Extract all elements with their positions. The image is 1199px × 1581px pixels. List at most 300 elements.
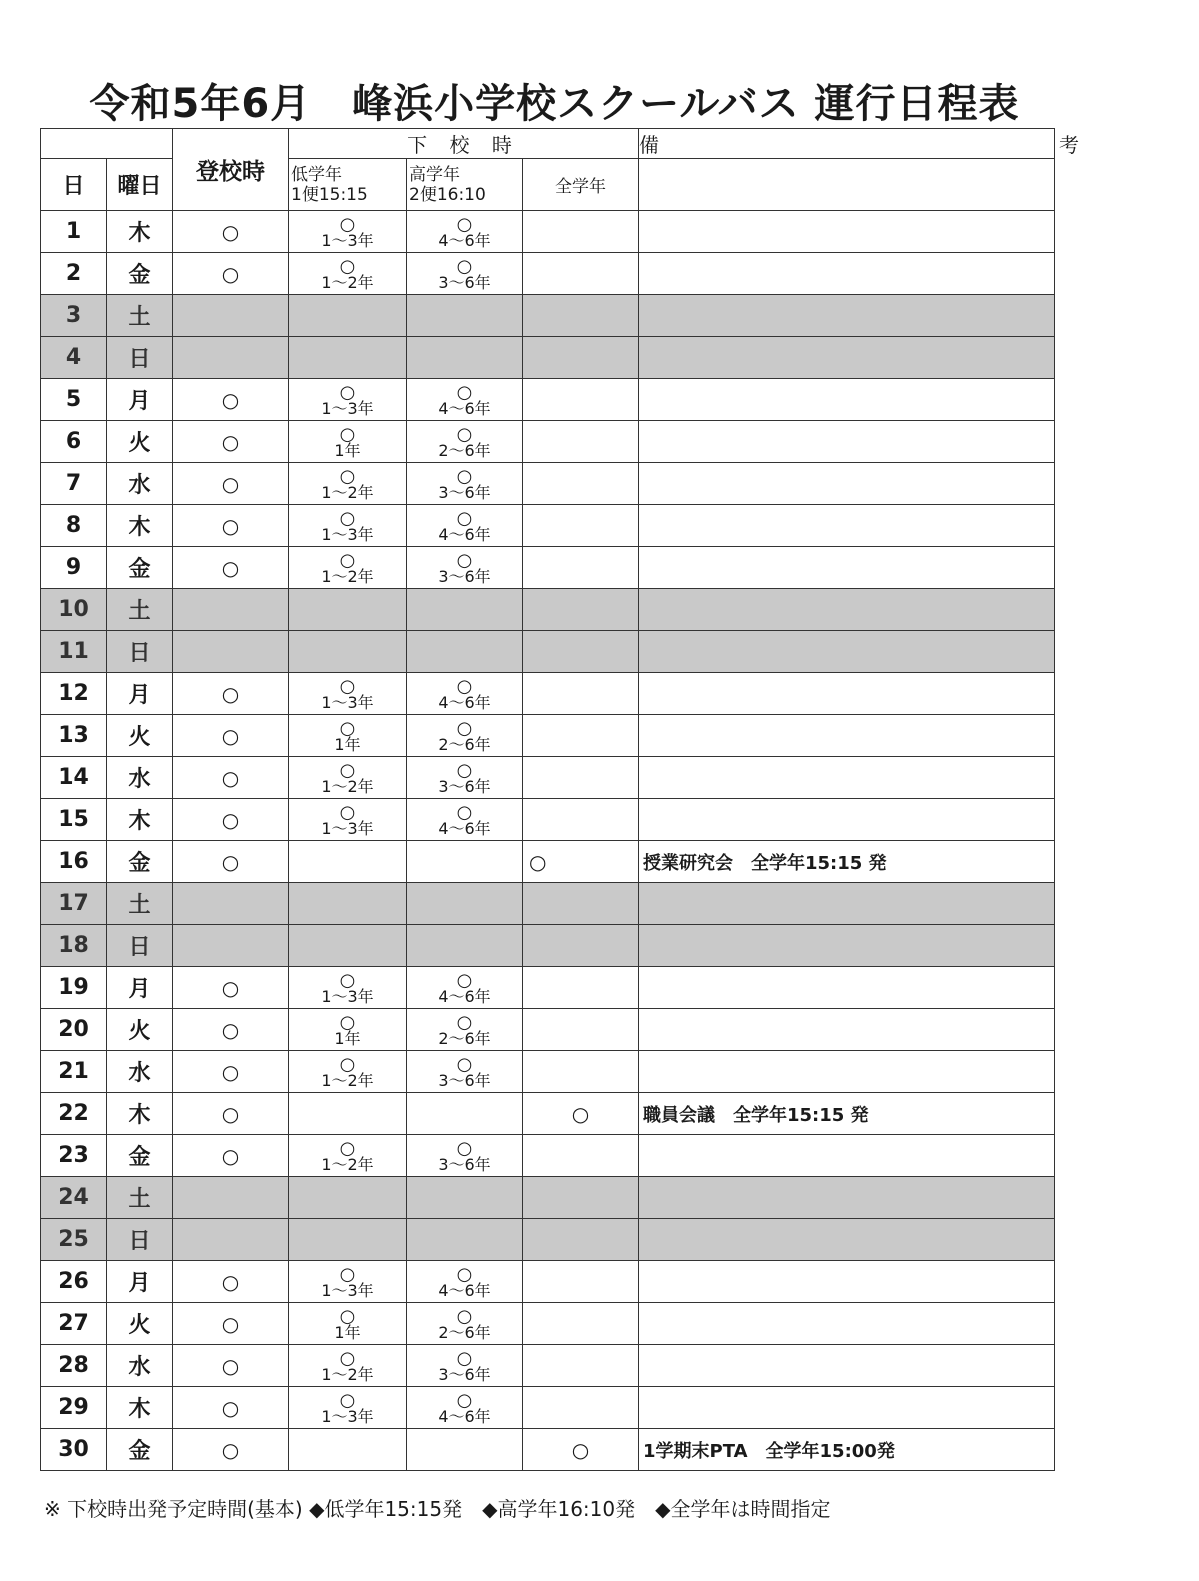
day-cell: 24 (41, 1177, 107, 1219)
arrival-cell: ○ (173, 1303, 289, 1345)
table-row (41, 673, 1055, 715)
table-row (41, 631, 1055, 673)
upper-mark: ○ (456, 759, 473, 781)
upper-mark: ○ (456, 675, 473, 697)
arrival-cell: ○ (173, 379, 289, 421)
header-lower-label: 低学年 (291, 164, 342, 185)
header-lower-grades (289, 159, 407, 211)
lower-grades-cell (289, 211, 407, 253)
arrival-cell: ○ (173, 463, 289, 505)
upper-mark: ○ (456, 549, 473, 571)
table-row (41, 1219, 1055, 1261)
all-grades-cell: ○ (523, 1429, 639, 1471)
weekday-cell: 金 (107, 253, 173, 295)
lower-grades-cell (289, 379, 407, 421)
lower-grades-cell (289, 715, 407, 757)
remark-cell (639, 631, 1055, 673)
upper-grades-cell (407, 1219, 523, 1261)
weekday-cell: 金 (107, 547, 173, 589)
lower-grades-cell (289, 1093, 407, 1135)
weekday-cell: 日 (107, 337, 173, 379)
upper-grade-range: 4～6年 (438, 1406, 491, 1426)
remark-cell (639, 337, 1055, 379)
day-cell: 11 (41, 631, 107, 673)
weekday-cell: 水 (107, 1345, 173, 1387)
weekday-cell: 日 (107, 925, 173, 967)
weekday-cell: 日 (107, 1219, 173, 1261)
lower-mark: ○ (339, 801, 356, 823)
arrival-cell (173, 1219, 289, 1261)
lower-grade-range: 1～3年 (321, 1280, 374, 1300)
upper-grades-cell (407, 925, 523, 967)
upper-mark: ○ (456, 1347, 473, 1369)
upper-mark: ○ (456, 465, 473, 487)
upper-mark: ○ (456, 1011, 473, 1033)
table-row (41, 1345, 1055, 1387)
weekday-cell: 土 (107, 883, 173, 925)
remark-cell (639, 1261, 1055, 1303)
weekday-cell: 火 (107, 421, 173, 463)
lower-grades-cell (289, 841, 407, 883)
lower-grades-cell (289, 1345, 407, 1387)
all-grades-cell (523, 463, 639, 505)
weekday-cell: 火 (107, 715, 173, 757)
upper-mark: ○ (456, 969, 473, 991)
lower-grades-cell (289, 463, 407, 505)
remark-cell (639, 883, 1055, 925)
upper-grades-cell (407, 1261, 523, 1303)
upper-grades-cell (407, 253, 523, 295)
header-all-grades: 全学年 (523, 159, 639, 211)
weekday-cell: 月 (107, 379, 173, 421)
day-cell: 3 (41, 295, 107, 337)
day-cell: 22 (41, 1093, 107, 1135)
day-cell: 14 (41, 757, 107, 799)
lower-grade-range: 1～3年 (321, 986, 374, 1006)
upper-grade-range: 4～6年 (438, 818, 491, 838)
weekday-cell: 金 (107, 841, 173, 883)
upper-grade-range: 2～6年 (438, 1322, 491, 1342)
lower-mark: ○ (339, 969, 356, 991)
upper-grades-cell (407, 967, 523, 1009)
upper-grades-cell (407, 337, 523, 379)
lower-grade-range: 1～3年 (321, 524, 374, 544)
table-row (41, 211, 1055, 253)
upper-grades-cell (407, 631, 523, 673)
upper-mark: ○ (456, 213, 473, 235)
all-grades-cell (523, 1009, 639, 1051)
upper-grades-cell (407, 421, 523, 463)
all-grades-cell (523, 1261, 639, 1303)
arrival-cell: ○ (173, 421, 289, 463)
upper-grades-cell (407, 1387, 523, 1429)
upper-grades-cell (407, 883, 523, 925)
lower-grade-range: 1年 (334, 1028, 361, 1048)
upper-grade-range: 4～6年 (438, 398, 491, 418)
header-departure: 下 校 時 (289, 129, 639, 159)
lower-mark: ○ (339, 423, 356, 445)
upper-mark: ○ (456, 1389, 473, 1411)
table-row (41, 379, 1055, 421)
lower-mark: ○ (339, 213, 356, 235)
lower-grades-cell (289, 1219, 407, 1261)
upper-grades-cell (407, 757, 523, 799)
lower-grades-cell (289, 883, 407, 925)
day-cell: 8 (41, 505, 107, 547)
remark-cell (639, 463, 1055, 505)
day-cell: 27 (41, 1303, 107, 1345)
day-cell: 10 (41, 589, 107, 631)
upper-grades-cell (407, 505, 523, 547)
remark-cell: 授業研究会 全学年15:15 発 (639, 841, 1055, 883)
table-row (41, 1387, 1055, 1429)
table-row (41, 295, 1055, 337)
arrival-cell: ○ (173, 253, 289, 295)
lower-grade-range: 1～2年 (321, 272, 374, 292)
weekday-cell: 土 (107, 589, 173, 631)
arrival-cell: ○ (173, 1261, 289, 1303)
arrival-cell: ○ (173, 1429, 289, 1471)
all-grades-cell (523, 547, 639, 589)
all-grades-cell (523, 505, 639, 547)
lower-grade-range: 1年 (334, 1322, 361, 1342)
lower-grades-cell (289, 589, 407, 631)
lower-grades-cell (289, 631, 407, 673)
lower-mark: ○ (339, 1053, 356, 1075)
weekday-cell: 水 (107, 463, 173, 505)
table-row (41, 1177, 1055, 1219)
upper-grades-cell (407, 211, 523, 253)
day-cell: 17 (41, 883, 107, 925)
upper-mark: ○ (456, 423, 473, 445)
arrival-cell: ○ (173, 505, 289, 547)
upper-grade-range: 3～6年 (438, 566, 491, 586)
header-remarks-blank (639, 159, 1055, 211)
lower-grade-range: 1～2年 (321, 1070, 374, 1090)
all-grades-cell (523, 337, 639, 379)
remark-cell (639, 673, 1055, 715)
day-cell: 30 (41, 1429, 107, 1471)
upper-grade-range: 4～6年 (438, 230, 491, 250)
day-cell: 1 (41, 211, 107, 253)
remark-cell (639, 295, 1055, 337)
header-weekday: 曜日 (107, 159, 173, 211)
arrival-cell: ○ (173, 715, 289, 757)
header-arrival: 登校時 (173, 129, 289, 211)
all-grades-cell (523, 883, 639, 925)
day-cell: 29 (41, 1387, 107, 1429)
weekday-cell: 水 (107, 757, 173, 799)
remark-cell (639, 967, 1055, 1009)
table-row (41, 337, 1055, 379)
lower-grades-cell (289, 1303, 407, 1345)
lower-grade-range: 1～2年 (321, 1364, 374, 1384)
all-grades-cell (523, 1303, 639, 1345)
day-cell: 18 (41, 925, 107, 967)
arrival-cell: ○ (173, 673, 289, 715)
table-row (41, 1135, 1055, 1177)
upper-grade-range: 3～6年 (438, 1364, 491, 1384)
day-cell: 28 (41, 1345, 107, 1387)
all-grades-cell (523, 379, 639, 421)
weekday-cell: 金 (107, 1429, 173, 1471)
lower-mark: ○ (339, 1389, 356, 1411)
table-row (41, 253, 1055, 295)
lower-mark: ○ (339, 465, 356, 487)
weekday-cell: 火 (107, 1303, 173, 1345)
lower-grade-range: 1～3年 (321, 230, 374, 250)
lower-grade-range: 1～2年 (321, 482, 374, 502)
remark-cell (639, 1345, 1055, 1387)
day-cell: 4 (41, 337, 107, 379)
weekday-cell: 日 (107, 631, 173, 673)
lower-grades-cell (289, 1261, 407, 1303)
weekday-cell: 土 (107, 295, 173, 337)
upper-grade-range: 2～6年 (438, 440, 491, 460)
upper-mark: ○ (456, 1263, 473, 1285)
lower-grades-cell (289, 547, 407, 589)
lower-grades-cell (289, 295, 407, 337)
arrival-cell (173, 337, 289, 379)
upper-mark: ○ (456, 717, 473, 739)
upper-grade-range: 3～6年 (438, 1070, 491, 1090)
lower-mark: ○ (339, 717, 356, 739)
upper-grades-cell (407, 1345, 523, 1387)
arrival-cell: ○ (173, 1387, 289, 1429)
remark-cell (639, 589, 1055, 631)
upper-grades-cell (407, 715, 523, 757)
all-grades-cell (523, 253, 639, 295)
upper-grades-cell (407, 1009, 523, 1051)
table-row (41, 925, 1055, 967)
all-grades-cell (523, 1387, 639, 1429)
day-cell: 9 (41, 547, 107, 589)
remark-cell (639, 1051, 1055, 1093)
remark-cell (639, 1177, 1055, 1219)
upper-grades-cell (407, 1177, 523, 1219)
lower-mark: ○ (339, 759, 356, 781)
remark-cell (639, 211, 1055, 253)
all-grades-cell (523, 1135, 639, 1177)
header-upper-time: 2便16:10 (409, 184, 486, 205)
arrival-cell (173, 925, 289, 967)
remark-cell (639, 925, 1055, 967)
remark-cell (639, 715, 1055, 757)
arrival-cell: ○ (173, 1009, 289, 1051)
lower-mark: ○ (339, 675, 356, 697)
lower-grades-cell (289, 253, 407, 295)
lower-grades-cell (289, 925, 407, 967)
lower-grade-range: 1～2年 (321, 1154, 374, 1174)
arrival-cell (173, 589, 289, 631)
arrival-cell: ○ (173, 1093, 289, 1135)
schedule-table (40, 128, 1199, 1471)
upper-mark: ○ (456, 507, 473, 529)
remark-cell (639, 1009, 1055, 1051)
remark-cell (639, 1303, 1055, 1345)
day-cell: 20 (41, 1009, 107, 1051)
arrival-cell (173, 883, 289, 925)
all-grades-cell: ○ (523, 1093, 639, 1135)
arrival-cell: ○ (173, 1345, 289, 1387)
weekday-cell: 木 (107, 1093, 173, 1135)
lower-mark: ○ (339, 381, 356, 403)
table-row (41, 757, 1055, 799)
table-row (41, 883, 1055, 925)
weekday-cell: 木 (107, 505, 173, 547)
upper-grade-range: 4～6年 (438, 1280, 491, 1300)
header-lower-time: 1便15:15 (291, 184, 368, 205)
weekday-cell: 木 (107, 211, 173, 253)
table-row (41, 1093, 1055, 1135)
remark-cell (639, 1387, 1055, 1429)
upper-grades-cell (407, 799, 523, 841)
header-row-top (41, 129, 1055, 159)
header-day: 日 (41, 159, 107, 211)
all-grades-cell (523, 715, 639, 757)
lower-grade-range: 1年 (334, 440, 361, 460)
weekday-cell: 月 (107, 1261, 173, 1303)
arrival-cell: ○ (173, 211, 289, 253)
weekday-cell: 木 (107, 1387, 173, 1429)
upper-mark: ○ (456, 1137, 473, 1159)
upper-grades-cell (407, 1051, 523, 1093)
upper-mark: ○ (456, 1305, 473, 1327)
all-grades-cell: ○ (523, 841, 639, 883)
weekday-cell: 水 (107, 1051, 173, 1093)
arrival-cell: ○ (173, 841, 289, 883)
upper-grades-cell (407, 1303, 523, 1345)
day-cell: 12 (41, 673, 107, 715)
upper-grade-range: 3～6年 (438, 272, 491, 292)
arrival-cell: ○ (173, 1051, 289, 1093)
table-row (41, 1261, 1055, 1303)
all-grades-cell (523, 295, 639, 337)
schedule-body (41, 211, 1055, 1471)
table-row (41, 1051, 1055, 1093)
lower-grades-cell (289, 1429, 407, 1471)
arrival-cell: ○ (173, 547, 289, 589)
table-row (41, 463, 1055, 505)
lower-grades-cell (289, 1051, 407, 1093)
all-grades-cell (523, 1051, 639, 1093)
lower-grades-cell (289, 337, 407, 379)
header-blank (41, 129, 173, 159)
remark-cell (639, 757, 1055, 799)
lower-grade-range: 1～3年 (321, 818, 374, 838)
arrival-cell (173, 631, 289, 673)
all-grades-cell (523, 421, 639, 463)
arrival-cell: ○ (173, 1135, 289, 1177)
remark-cell (639, 421, 1055, 463)
all-grades-cell (523, 1219, 639, 1261)
remark-cell: 1学期末PTA 全学年15:00発 (639, 1429, 1055, 1471)
upper-mark: ○ (456, 255, 473, 277)
arrival-cell: ○ (173, 799, 289, 841)
remark-cell (639, 1135, 1055, 1177)
upper-grade-range: 2～6年 (438, 1028, 491, 1048)
lower-grade-range: 1～2年 (321, 776, 374, 796)
table-row (41, 1429, 1055, 1471)
header-upper-grades (407, 159, 523, 211)
lower-mark: ○ (339, 1137, 356, 1159)
weekday-cell: 木 (107, 799, 173, 841)
upper-grades-cell (407, 1093, 523, 1135)
upper-grades-cell (407, 295, 523, 337)
upper-grades-cell (407, 379, 523, 421)
lower-grade-range: 1年 (334, 734, 361, 754)
upper-grade-range: 3～6年 (438, 482, 491, 502)
all-grades-cell (523, 673, 639, 715)
upper-grade-range: 3～6年 (438, 1154, 491, 1174)
upper-mark: ○ (456, 801, 473, 823)
lower-grade-range: 1～2年 (321, 566, 374, 586)
all-grades-cell (523, 925, 639, 967)
lower-grades-cell (289, 505, 407, 547)
table-row (41, 715, 1055, 757)
day-cell: 5 (41, 379, 107, 421)
upper-grades-cell (407, 673, 523, 715)
all-grades-cell (523, 1345, 639, 1387)
upper-grades-cell (407, 547, 523, 589)
table-row (41, 421, 1055, 463)
day-cell: 19 (41, 967, 107, 1009)
lower-mark: ○ (339, 1305, 356, 1327)
arrival-cell (173, 295, 289, 337)
all-grades-cell (523, 631, 639, 673)
upper-grade-range: 2～6年 (438, 734, 491, 754)
upper-grades-cell (407, 589, 523, 631)
remark-cell: 職員会議 全学年15:15 発 (639, 1093, 1055, 1135)
lower-grades-cell (289, 757, 407, 799)
arrival-cell (173, 1177, 289, 1219)
weekday-cell: 金 (107, 1135, 173, 1177)
table-row (41, 1009, 1055, 1051)
day-cell: 25 (41, 1219, 107, 1261)
day-cell: 2 (41, 253, 107, 295)
footnote: ※ 下校時出発予定時間(基本) ◆低学年15:15発 ◆高学年16:10発 ◆全学年は時間指定 (44, 1497, 831, 1521)
day-cell: 13 (41, 715, 107, 757)
lower-grades-cell (289, 421, 407, 463)
table-row (41, 505, 1055, 547)
header-upper-label: 高学年 (409, 164, 460, 185)
upper-grades-cell (407, 463, 523, 505)
arrival-cell: ○ (173, 967, 289, 1009)
lower-grade-range: 1～3年 (321, 398, 374, 418)
all-grades-cell (523, 757, 639, 799)
table-row (41, 841, 1055, 883)
day-cell: 23 (41, 1135, 107, 1177)
weekday-cell: 火 (107, 1009, 173, 1051)
lower-mark: ○ (339, 1011, 356, 1033)
weekday-cell: 土 (107, 1177, 173, 1219)
all-grades-cell (523, 967, 639, 1009)
table-row (41, 547, 1055, 589)
lower-grades-cell (289, 1009, 407, 1051)
table-row (41, 1303, 1055, 1345)
day-cell: 16 (41, 841, 107, 883)
all-grades-cell (523, 1177, 639, 1219)
day-cell: 15 (41, 799, 107, 841)
upper-grade-range: 4～6年 (438, 986, 491, 1006)
lower-grades-cell (289, 1135, 407, 1177)
arrival-cell: ○ (173, 757, 289, 799)
remark-cell (639, 547, 1055, 589)
page-title: 令和5年6月 峰浜小学校スクールバス 運行日程表 (89, 81, 1020, 127)
lower-mark: ○ (339, 507, 356, 529)
day-cell: 6 (41, 421, 107, 463)
day-cell: 26 (41, 1261, 107, 1303)
